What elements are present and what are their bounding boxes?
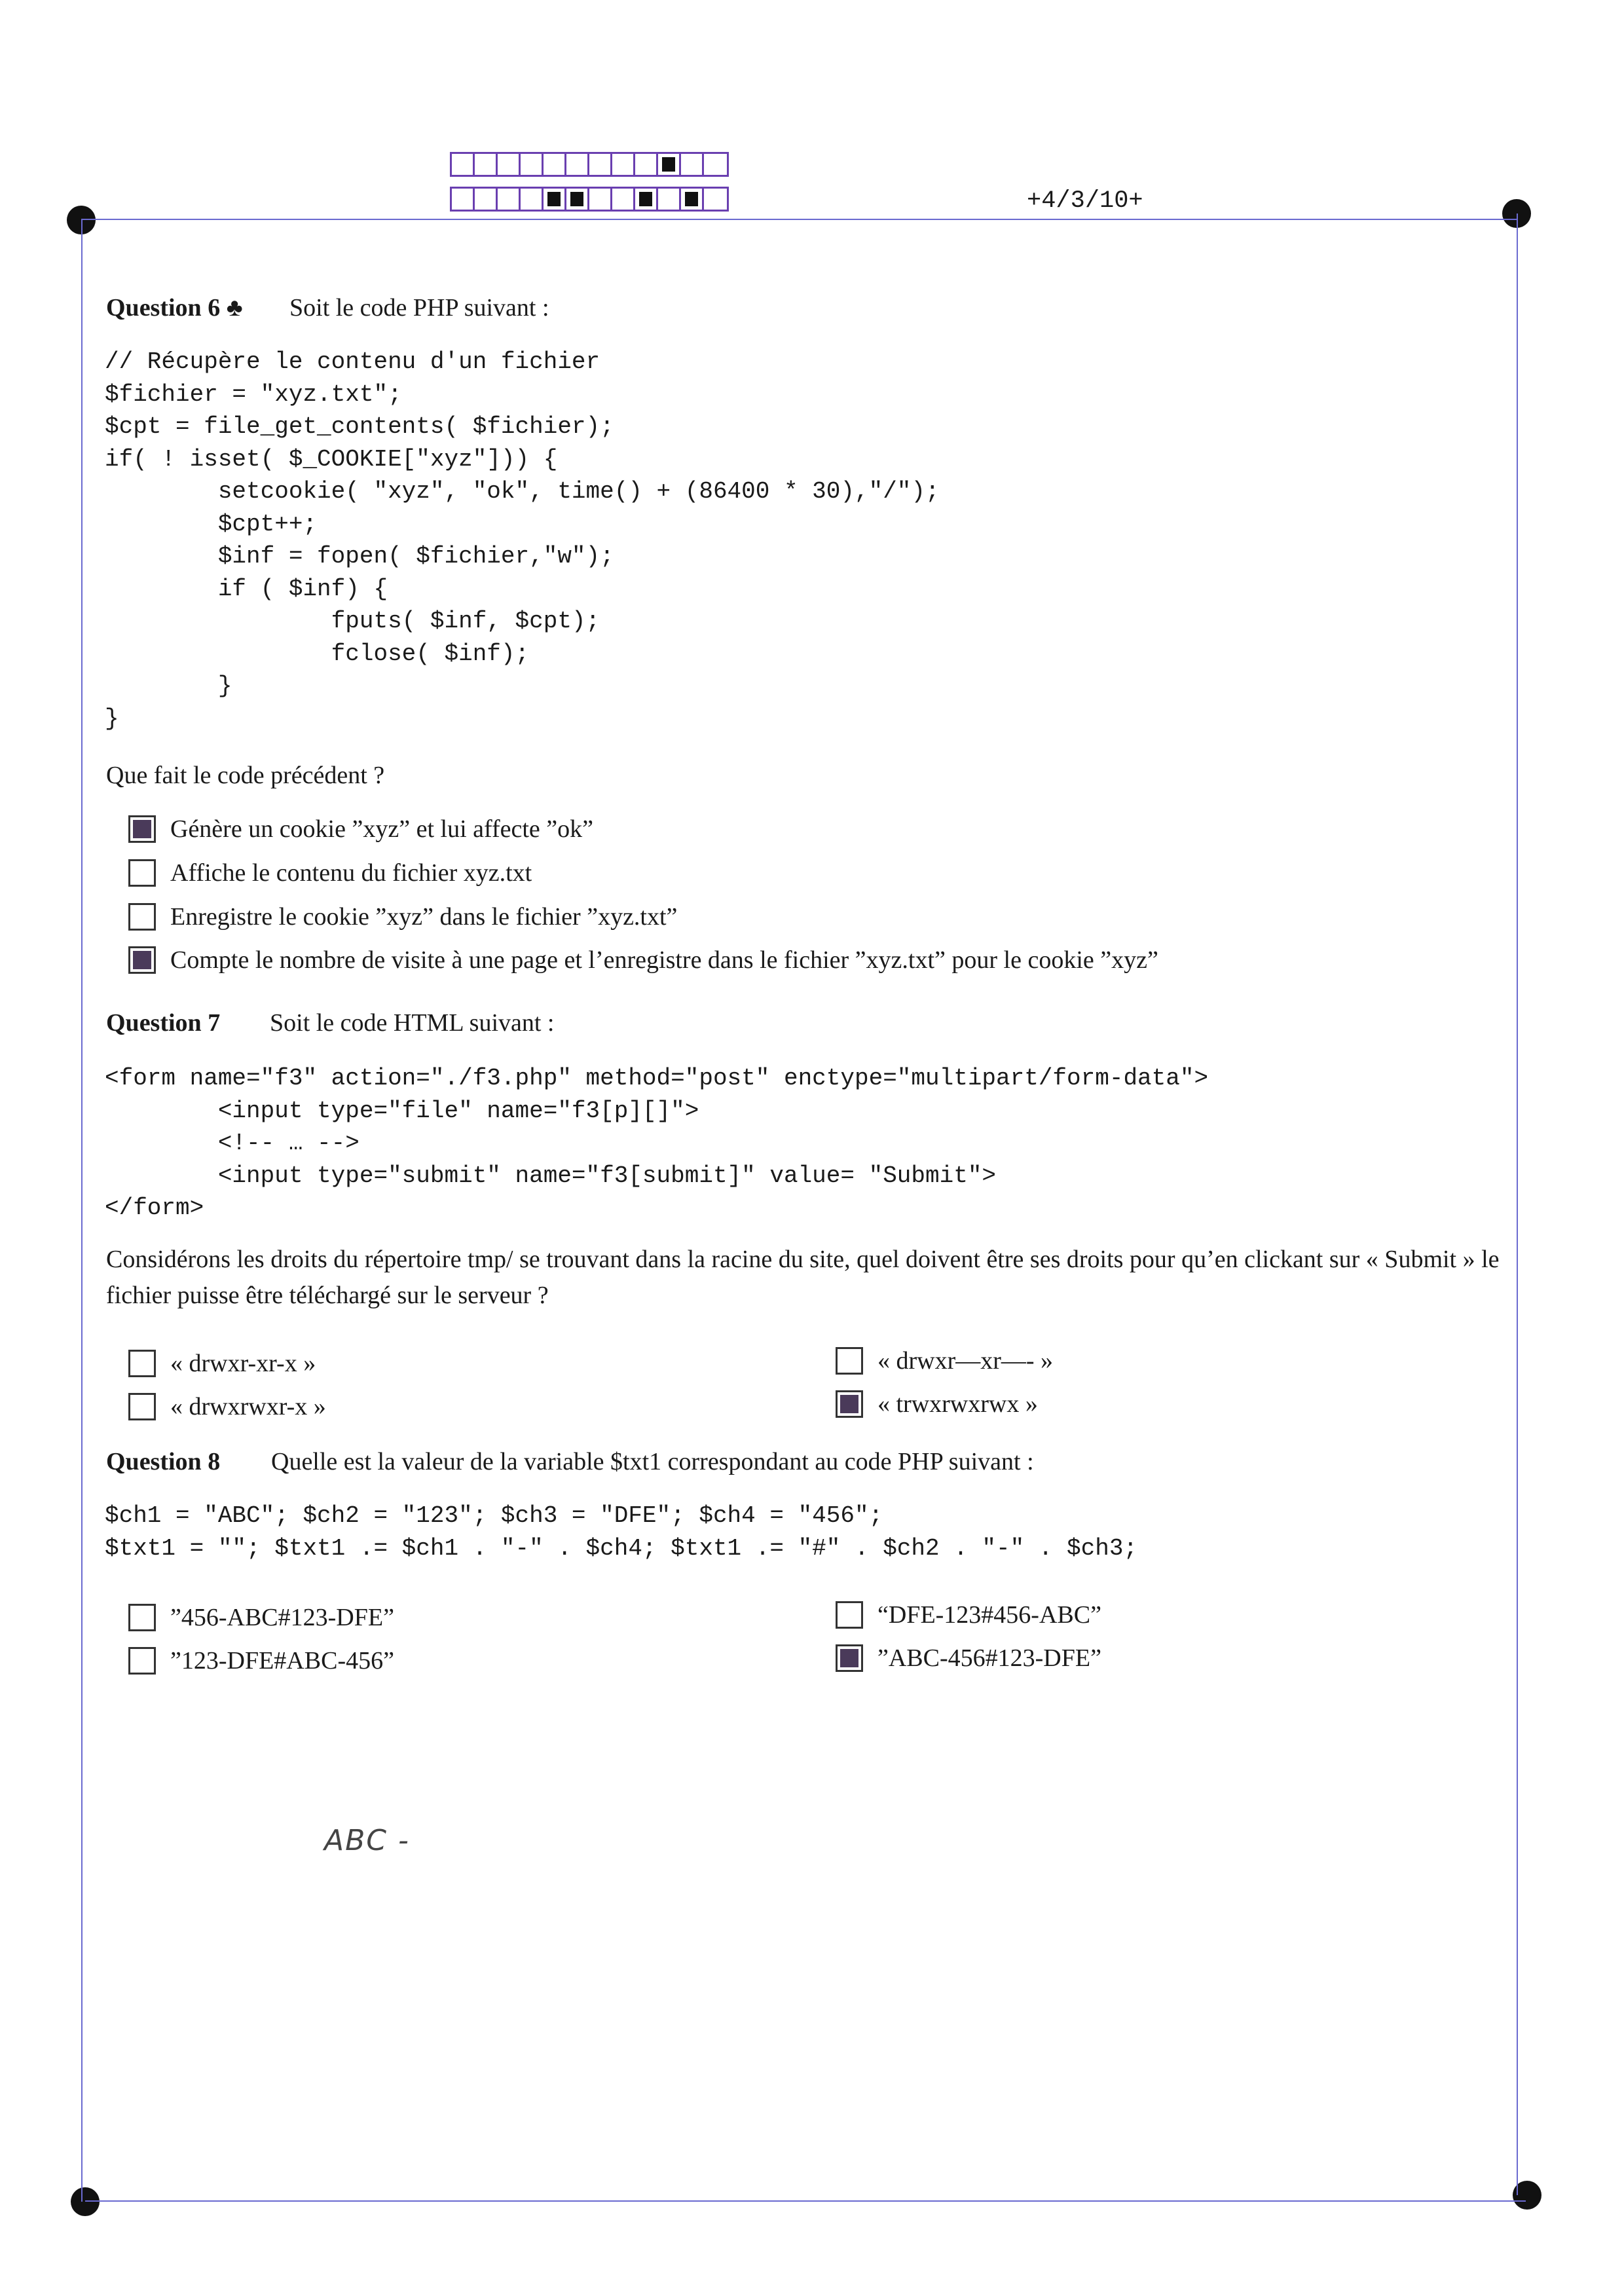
q8-option-4-checkbox[interactable] xyxy=(836,1644,863,1672)
q8-option-2[interactable] xyxy=(128,1646,394,1675)
q7-option-4-checkbox[interactable] xyxy=(836,1390,863,1418)
corner-dot-bottom-left xyxy=(71,2187,100,2216)
frame-bottom xyxy=(85,2200,1526,2202)
q6-option-2-checkbox[interactable] xyxy=(128,859,156,887)
q6-option-1[interactable] xyxy=(128,815,593,843)
q8-code: $ch1 = "ABC"; $ch2 = "123"; $ch3 = "DFE"; $ch4 = "456"; $txt1 = ""; $txt1 .= $ch1 . "-" . $ch4; $txt1 .= "#" . $ch2 . "-" . $ch3; xyxy=(105,1502,1138,1562)
code-cell xyxy=(681,154,704,175)
q8-option-1-checkbox[interactable] xyxy=(128,1604,156,1631)
q8-option-3[interactable] xyxy=(836,1601,1101,1629)
q6-option-2[interactable] xyxy=(128,859,532,887)
q7-option-2-checkbox[interactable] xyxy=(128,1393,156,1420)
code-cell xyxy=(475,189,498,210)
q6-option-3-label: Enregistre le cookie ”xyz” dans le fichier ”xyz.txt” xyxy=(170,903,678,931)
q7-intro: Soit le code HTML suivant : xyxy=(270,1009,555,1037)
code-cell xyxy=(589,189,612,210)
handwritten-note: ABC - xyxy=(324,1824,410,1857)
q8-intro: Quelle est la valeur de la variable $txt1 correspondant au code PHP suivant : xyxy=(271,1448,1034,1475)
code-cell xyxy=(475,154,498,175)
q8-option-4-label: ”ABC-456#123-DFE” xyxy=(877,1644,1101,1672)
q7-option-4-label: « trwxrwxrwx » xyxy=(877,1390,1038,1418)
q8-option-3-checkbox[interactable] xyxy=(836,1601,863,1629)
code-cell xyxy=(658,154,681,175)
header-code-row-1 xyxy=(450,152,729,177)
q8-option-2-checkbox[interactable] xyxy=(128,1647,156,1675)
q6-code: // Récupère le contenu d'un fichier $fichier = "xyz.txt"; $cpt = file_get_contents( $fichier); if( ! isset( $_COOKIE["xyz"])) { setcookie( "xyz", "ok", time() + (86400 * 30),"/"); $cpt++; $inf = fopen( $fichier,"w"); if ( $inf) { fputs( $inf, $cpt); fclose( $inf); } } xyxy=(105,348,940,732)
q7-option-2[interactable] xyxy=(128,1392,326,1421)
q6-option-3[interactable] xyxy=(128,902,677,931)
code-cell xyxy=(635,189,658,210)
q6-option-2-label: Affiche le contenu du fichier xyz.txt xyxy=(170,859,532,887)
code-cell xyxy=(566,189,589,210)
q8-option-2-label: ”123-DFE#ABC-456” xyxy=(170,1647,394,1675)
q8-option-3-label: “DFE-123#456-ABC” xyxy=(877,1601,1101,1629)
q7-option-1-checkbox[interactable] xyxy=(128,1350,156,1377)
q6-option-1-checkbox[interactable] xyxy=(128,815,156,843)
frame-left xyxy=(81,220,83,2202)
q8-option-1[interactable] xyxy=(128,1603,394,1632)
code-cell xyxy=(612,189,635,210)
code-cell xyxy=(612,154,635,175)
q6-title: Question 6 ♣ xyxy=(106,294,243,322)
code-cell xyxy=(498,154,521,175)
code-cell xyxy=(681,189,704,210)
q6-option-4-checkbox[interactable] xyxy=(128,946,156,974)
q8-option-1-label: ”456-ABC#123-DFE” xyxy=(170,1604,394,1631)
code-cell xyxy=(498,189,521,210)
q7-title: Question 7 xyxy=(106,1009,221,1037)
q8-title: Question 8 xyxy=(106,1448,221,1475)
q6-option-1-label: Génère un cookie ”xyz” et lui affecte ”ok” xyxy=(170,815,593,843)
header-code-row-2 xyxy=(450,187,729,212)
q6-option-4-label: Compte le nombre de visite à une page et l’enregistre dans le fichier ”xyz.txt” pour le cookie ”xyz” xyxy=(170,946,1158,974)
q6-option-3-checkbox[interactable] xyxy=(128,903,156,931)
q7-option-1[interactable] xyxy=(128,1349,316,1378)
frame-right xyxy=(1517,213,1518,2195)
code-cell xyxy=(658,189,681,210)
q6-intro: Soit le code PHP suivant : xyxy=(289,294,549,322)
code-cell xyxy=(521,189,544,210)
code-cell xyxy=(704,189,727,210)
frame-top xyxy=(81,219,1518,220)
q7-question: Considérons les droits du répertoire tmp/ se trouvant dans la racine du site, quel doivent être ses droits pour qu’en clickant sur « Submit » le fichier puisse être téléchargé sur le serveur ? xyxy=(106,1246,1500,1309)
q7-option-1-label: « drwxr-xr-x » xyxy=(170,1350,316,1377)
code-cell xyxy=(704,154,727,175)
q6-question: Que fait le code précédent ? xyxy=(106,762,385,789)
q8-option-4[interactable] xyxy=(836,1644,1101,1673)
q7-option-3[interactable] xyxy=(836,1346,1053,1375)
code-cell xyxy=(544,154,566,175)
code-cell xyxy=(635,154,658,175)
code-cell xyxy=(544,189,566,210)
code-cell xyxy=(521,154,544,175)
q7-code: <form name="f3" action="./f3.php" method="post" enctype="multipart/form-data"> <input type="file" name="f3[p][]"> <!-- … --> <input type="submit" name="f3[submit]" value= "Submit"> </form> xyxy=(105,1065,1209,1221)
page-id: +4/3/10+ xyxy=(1027,187,1143,215)
code-cell xyxy=(452,154,475,175)
code-cell xyxy=(589,154,612,175)
q7-option-2-label: « drwxrwxr-x » xyxy=(170,1393,326,1420)
q7-option-3-checkbox[interactable] xyxy=(836,1347,863,1375)
code-cell xyxy=(452,189,475,210)
q6-option-4[interactable] xyxy=(128,946,1158,974)
q7-option-3-label: « drwxr—xr—- » xyxy=(877,1347,1054,1375)
q7-option-4[interactable] xyxy=(836,1390,1038,1418)
code-cell xyxy=(566,154,589,175)
